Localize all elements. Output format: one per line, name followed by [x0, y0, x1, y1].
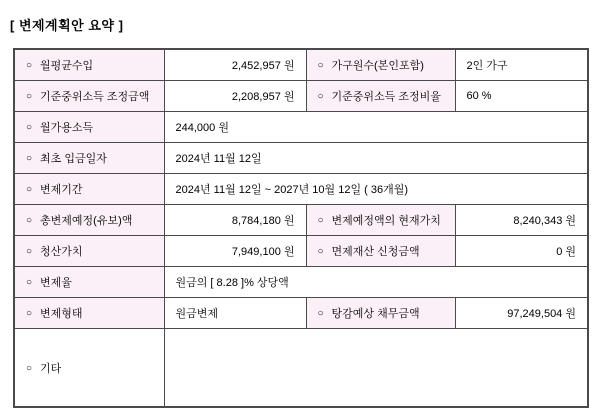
label-text: 변제율: [40, 277, 72, 289]
label-text: 월평균수입: [40, 60, 94, 72]
label-repayment-type: [14, 298, 164, 329]
label-text: 총변제예정(유보)액: [40, 215, 133, 227]
value-monthly-average-income: 2,452,957 원: [164, 49, 306, 81]
value-median-income-adjustment-ratio: 60 %: [455, 81, 588, 112]
label-text: 변제기간: [40, 184, 83, 196]
value-present-value-of-repayment: 8,240,343 원: [455, 205, 588, 236]
value-household-members: 2인 가구: [455, 49, 588, 81]
table-row: [14, 112, 588, 143]
value-repayment-period: 2024년 11월 12일 ~ 2027년 10월 12일 ( 36개월): [164, 174, 588, 205]
label-exempt-property-amount: [306, 236, 455, 267]
table-row: [14, 329, 588, 408]
page-title: [ 변제계획안 요약 ]: [10, 18, 124, 33]
label-liquidation-value: [14, 236, 164, 267]
table-row: [14, 236, 588, 267]
circle-bullet-icon: ○: [317, 246, 324, 257]
label-text: 면제재산 신청금액: [331, 246, 420, 258]
label-expected-forgiven-debt: [306, 298, 455, 329]
repayment-plan-summary-table: [13, 48, 589, 408]
table-row: [14, 81, 588, 112]
label-first-deposit-date: [14, 143, 164, 174]
circle-bullet-icon: ○: [317, 308, 324, 319]
value-repayment-rate: 원금의 [ 8.28 ]% 상당액: [164, 267, 588, 298]
label-text: 기준중위소득 조정금액: [40, 91, 150, 103]
label-text: 기준중위소득 조정비율: [331, 91, 441, 103]
circle-bullet-icon: ○: [26, 215, 33, 226]
table-row: [14, 49, 588, 81]
value-repayment-type: 원금변제: [164, 298, 306, 329]
label-repayment-period: [14, 174, 164, 205]
circle-bullet-icon: ○: [317, 91, 324, 102]
circle-bullet-icon: ○: [26, 362, 33, 374]
label-household-members: [306, 49, 455, 81]
label-present-value-of-repayment: [306, 205, 455, 236]
label-median-income-adjustment-ratio: [306, 81, 455, 112]
circle-bullet-icon: ○: [317, 215, 324, 226]
label-text: 가구원수(본인포함): [331, 60, 424, 72]
value-total-expected-repayment: 8,784,180 원: [164, 205, 306, 236]
value-median-income-adjusted-amount: 2,208,957 원: [164, 81, 306, 112]
label-text: 최초 입금일자: [40, 153, 107, 165]
circle-bullet-icon: ○: [26, 277, 33, 288]
circle-bullet-icon: ○: [26, 122, 33, 133]
label-text: 변제예정액의 현재가치: [331, 215, 441, 227]
circle-bullet-icon: ○: [26, 246, 33, 257]
table-row: [14, 174, 588, 205]
label-total-expected-repayment: [14, 205, 164, 236]
table-row: [14, 298, 588, 329]
circle-bullet-icon: ○: [317, 60, 324, 71]
table-row: [14, 205, 588, 236]
label-etc: [14, 329, 164, 408]
value-expected-forgiven-debt: 97,249,504 원: [455, 298, 588, 329]
label-text: 청산가치: [40, 246, 83, 258]
value-etc: [164, 329, 588, 408]
label-median-income-adjusted-amount: [14, 81, 164, 112]
label-monthly-average-income: [14, 49, 164, 81]
label-text: 월가용소득: [40, 122, 94, 134]
circle-bullet-icon: ○: [26, 184, 33, 195]
table-row: [14, 267, 588, 298]
label-repayment-rate: [14, 267, 164, 298]
circle-bullet-icon: ○: [26, 308, 33, 319]
table-row: [14, 143, 588, 174]
value-first-deposit-date: 2024년 11월 12일: [164, 143, 588, 174]
value-exempt-property-amount: 0 원: [455, 236, 588, 267]
circle-bullet-icon: ○: [26, 153, 33, 164]
value-liquidation-value: 7,949,100 원: [164, 236, 306, 267]
circle-bullet-icon: ○: [26, 60, 33, 71]
value-monthly-disposable-income: 244,000 원: [164, 112, 588, 143]
label-text: 탕감예상 채무금액: [331, 308, 420, 320]
label-text: 기타: [40, 362, 62, 375]
label-monthly-disposable-income: [14, 112, 164, 143]
circle-bullet-icon: ○: [26, 91, 33, 102]
label-text: 변제형태: [40, 308, 83, 320]
